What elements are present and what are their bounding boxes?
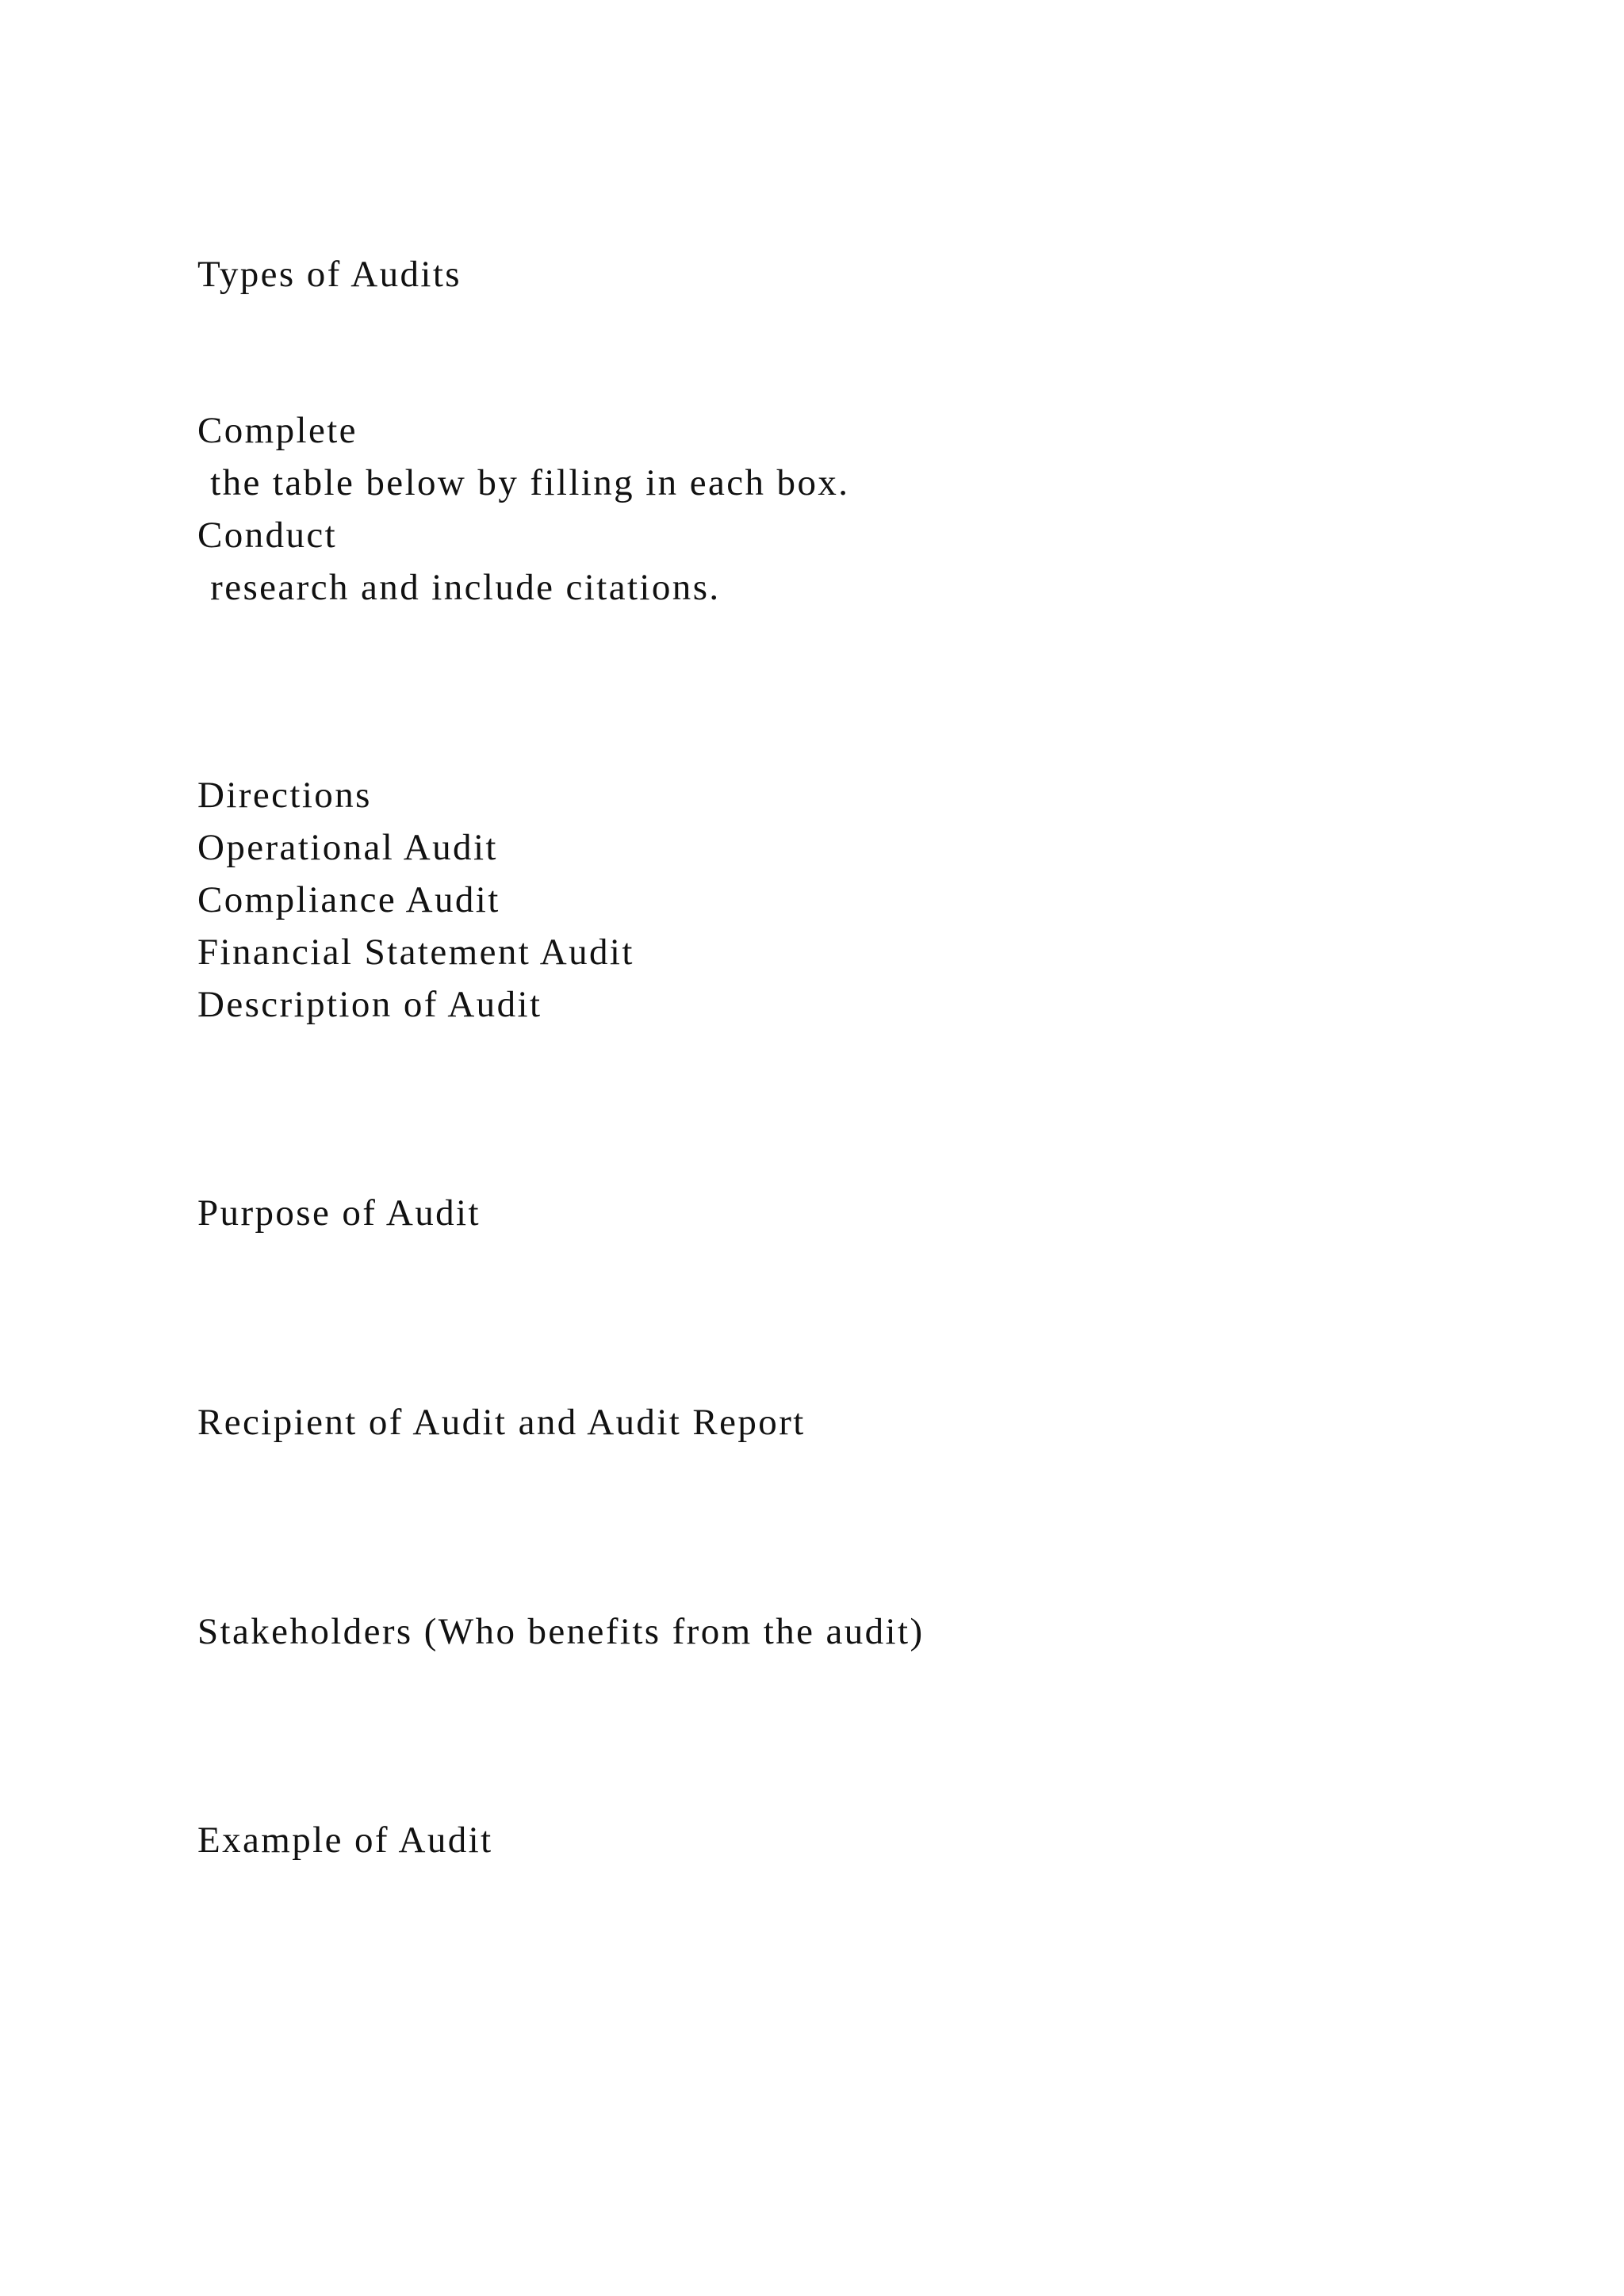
instruction-line: Complete [197, 410, 358, 451]
column-header-financial-statement: Financial Statement Audit [197, 932, 634, 973]
instruction-line: Conduct [197, 515, 338, 556]
page-title: Types of Audits [197, 254, 462, 295]
instruction-line: the table below by filling in each box. [199, 462, 850, 503]
row-label-example: Example of Audit [197, 1820, 493, 1861]
table-header-corner: Directions [197, 775, 372, 816]
column-header-compliance: Compliance Audit [197, 879, 500, 920]
row-label-recipient: Recipient of Audit and Audit Report [197, 1402, 806, 1443]
row-label-stakeholders: Stakeholders (Who benefits from the audit) [197, 1611, 925, 1652]
row-label-purpose: Purpose of Audit [197, 1192, 481, 1234]
row-label-description: Description of Audit [197, 984, 542, 1025]
column-header-operational: Operational Audit [197, 827, 498, 868]
instruction-line: research and include citations. [199, 567, 721, 608]
